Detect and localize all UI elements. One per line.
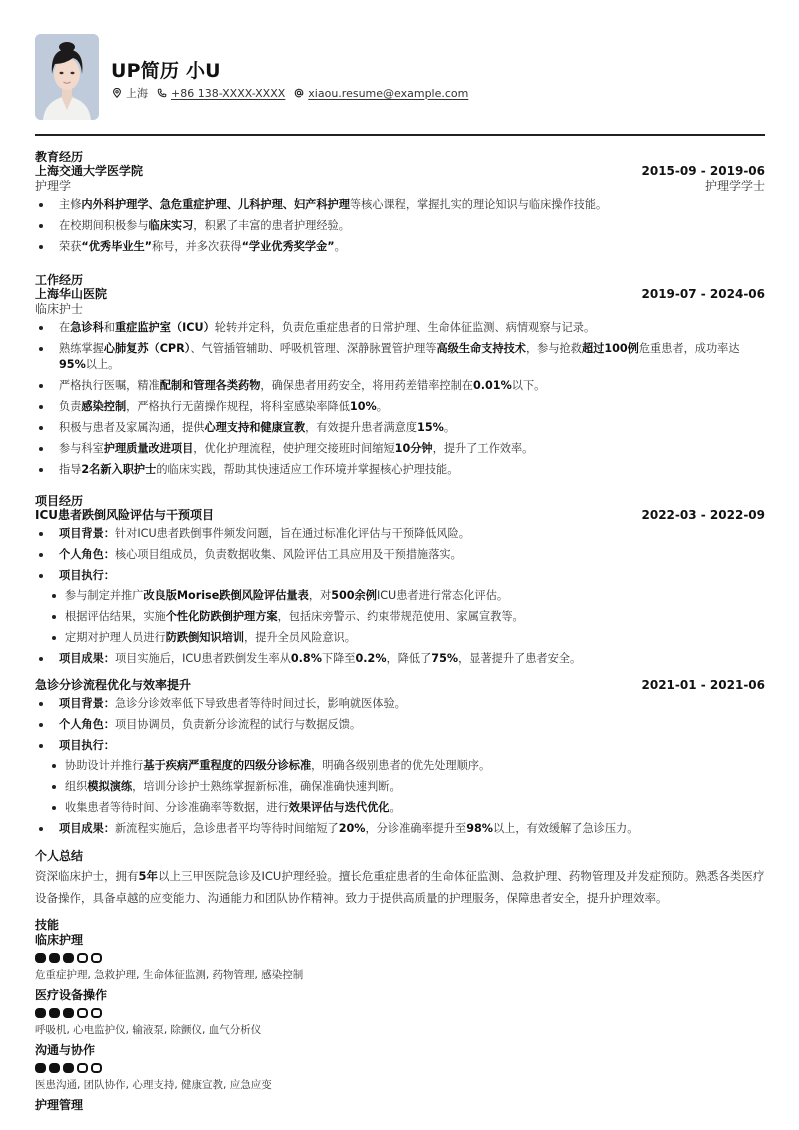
emphasis-text: 心理支持和健康宣教 <box>204 421 306 434</box>
profile-photo <box>35 34 99 120</box>
body-text: ，培训分诊护士熟练掌握新标准，确保准确快速判断。 <box>132 780 401 793</box>
emphasis-text: 2名新入职护士 <box>81 463 157 476</box>
rating-dot-empty-icon <box>91 1063 102 1073</box>
body-text: ，参与抢救 <box>525 342 582 355</box>
education-entry-head <box>35 164 765 179</box>
header-divider <box>35 134 765 136</box>
rating-dot-filled-icon <box>35 1063 46 1073</box>
body-text: ，显著提升了患者安全。 <box>458 652 582 665</box>
summary-text <box>35 865 765 909</box>
body-text: 协助设计并推行 <box>65 759 144 772</box>
body-text: 急诊分诊效率低下导致患者等待时间过长，影响就医体验。 <box>114 697 406 710</box>
body-text: 指导 <box>59 463 82 476</box>
emphasis-text: 10分钟 <box>394 442 433 455</box>
project-name: 急诊分诊流程优化与效率提升 <box>35 678 192 692</box>
work-entry-head <box>35 287 765 302</box>
emphasis-text: 5年 <box>138 869 159 883</box>
rating-dot-filled-icon <box>49 1063 60 1073</box>
list-item <box>35 609 765 625</box>
education-entry-sub <box>35 179 765 194</box>
project-result <box>35 651 765 667</box>
rating-dot-filled-icon <box>49 953 60 963</box>
body-text: 主修 <box>59 198 82 211</box>
skill-keywords: 呼吸机, 心电监护仪, 输液泵, 除颤仪, 血气分析仪 <box>35 1024 262 1036</box>
body-text: 根据评估结果，实施 <box>65 610 166 623</box>
body-text: 和 <box>103 321 115 334</box>
list-item <box>35 197 765 213</box>
emphasis-text: 个人角色： <box>59 548 115 561</box>
skill-rating <box>35 1063 765 1073</box>
body-text: 项目协调员，负责新分诊流程的试行与数据反馈。 <box>114 718 362 731</box>
body-text: ，确保患者用药安全，将用药差错率控制在 <box>260 379 473 392</box>
list-item <box>35 378 765 394</box>
emphasis-text: 项目背景： <box>59 527 115 540</box>
emphasis-text: 个人角色： <box>59 718 115 731</box>
candidate-name: UP简历 小U <box>111 60 221 82</box>
body-text: 以上，有效缓解了急诊压力。 <box>492 822 639 835</box>
contact-bar <box>111 85 476 101</box>
project-dates: 2022-03 - 2022-09 <box>641 508 765 522</box>
body-text: ICU患者进行常态化评估。 <box>376 589 509 602</box>
skill-group <box>35 933 765 982</box>
body-text: 的临床实践，帮助其快速适应工作环境并掌握核心护理技能。 <box>156 463 459 476</box>
emphasis-text: 配制和管理各类药物 <box>159 379 261 392</box>
body-text: 荣获 <box>59 240 82 253</box>
education-dates: 2015-09 - 2019-06 <box>641 164 765 178</box>
list-item <box>35 218 765 234</box>
skill-keywords: 医患沟通, 团队协作, 心理支持, 健康宣教, 应急应变 <box>35 1079 272 1091</box>
project-background <box>35 696 765 712</box>
execution-steps <box>35 588 765 646</box>
map-pin-icon <box>111 88 122 99</box>
body-text: 。 <box>376 400 388 413</box>
job-role: 临床护士 <box>35 302 84 316</box>
emphasis-text: “学业优秀奖学金” <box>241 240 335 253</box>
work-bullets <box>35 320 765 478</box>
rating-dot-filled-icon <box>63 1008 74 1018</box>
emphasis-text: 95% <box>59 358 86 371</box>
emphasis-text: 急诊科 <box>70 321 104 334</box>
list-item <box>35 420 765 436</box>
body-text: 。 <box>443 421 456 434</box>
body-text: ，有效提升患者满意度 <box>305 421 418 434</box>
emphasis-text: 10% <box>349 400 377 413</box>
emphasis-text: 0.2% <box>355 652 387 665</box>
list-item <box>35 758 765 774</box>
skill-group <box>35 988 765 1037</box>
resume-header <box>35 0 765 136</box>
skill-name: 临床护理 <box>35 933 84 947</box>
body-text: 下降至 <box>321 652 356 665</box>
project-execution <box>35 738 765 816</box>
at-icon <box>293 88 304 99</box>
project-role <box>35 547 765 563</box>
section-title: 技能 <box>35 918 60 932</box>
skill-group <box>35 1098 765 1113</box>
skill-name: 沟通与协作 <box>35 1043 96 1057</box>
school-name: 上海交通大学医学院 <box>35 164 144 178</box>
body-text: 以上。 <box>85 358 120 371</box>
body-text: 核心项目组成员，负责数据收集、风险评估工具应用及干预措施落实。 <box>114 548 462 561</box>
projects-section <box>35 494 765 672</box>
rating-dot-filled-icon <box>63 1063 74 1073</box>
emphasis-text: 98% <box>466 822 493 835</box>
rating-dot-empty-icon <box>91 1008 102 1018</box>
list-item <box>35 441 765 457</box>
execution-label: 项目执行： <box>59 739 115 752</box>
emphasis-text: 超过100例 <box>581 342 639 355</box>
body-text: 以下。 <box>511 379 546 392</box>
list-item <box>35 320 765 336</box>
execution-steps <box>35 758 765 816</box>
major: 护理学 <box>35 179 72 193</box>
section-title: 个人总结 <box>35 849 84 863</box>
project-execution <box>35 568 765 646</box>
work-section <box>35 273 765 483</box>
emphasis-text: 临床实习 <box>148 219 194 232</box>
skills-section <box>35 918 765 1113</box>
email-link[interactable]: xiaou.resume@example.com <box>308 86 469 100</box>
project-entry-head <box>35 678 765 693</box>
body-text: 收集患者等待时间、分诊准确率等数据，进行 <box>65 801 289 814</box>
body-text: ，严格执行无菌操作规程，将科室感染率降低 <box>126 400 350 413</box>
section-title: 工作经历 <box>35 273 84 287</box>
project-bullets <box>35 696 765 837</box>
body-text: ，分诊准确率提升至 <box>365 822 467 835</box>
company-name: 上海华山医院 <box>35 287 108 301</box>
body-text: 在校期间积极参与 <box>59 219 149 232</box>
emphasis-text: 0.01% <box>472 379 512 392</box>
emphasis-text: 高级生命支持技术 <box>436 342 526 355</box>
emphasis-text: 改良版Morise跌倒风险评估量表 <box>143 589 309 602</box>
section-title: 项目经历 <box>35 494 84 508</box>
body-text: ，包括床旁警示、约束带规范使用、家属宣教等。 <box>277 610 524 623</box>
emphasis-text: 感染控制 <box>81 400 127 413</box>
body-text: 参与制定并推广 <box>65 589 144 602</box>
list-item <box>35 800 765 816</box>
emphasis-text: 心肺复苏（CPR） <box>103 342 191 355</box>
body-text: ，积累了丰富的患者护理经验。 <box>193 219 350 232</box>
skill-name: 护理管理 <box>35 1098 84 1112</box>
phone-icon <box>156 88 167 99</box>
emphasis-text: 重症监护室（ICU） <box>114 321 215 334</box>
education-bullets <box>35 197 765 255</box>
body-text: 熟练掌握 <box>59 342 104 355</box>
rating-dot-filled-icon <box>35 1008 46 1018</box>
body-text: ，明确各级别患者的优先处理顺序。 <box>311 759 491 772</box>
emphasis-text: 防跌倒知识培训 <box>165 631 245 644</box>
rating-dot-empty-icon <box>77 953 88 963</box>
rating-dot-empty-icon <box>77 1008 88 1018</box>
emphasis-text: 75% <box>431 652 459 665</box>
emphasis-text: 项目背景： <box>59 697 115 710</box>
emphasis-text: 护理质量改进项目 <box>103 442 194 455</box>
project-bullets <box>35 526 765 667</box>
project-role <box>35 717 765 733</box>
rating-dot-empty-icon <box>77 1063 88 1073</box>
body-text: ，提升全员风险意识。 <box>244 631 356 644</box>
degree: 护理学学士 <box>704 179 765 193</box>
contact-email[interactable] <box>293 87 468 100</box>
body-text: 轮转并定科，负责危重症患者的日常护理、生命体征监测、病情观察与记录。 <box>214 321 596 334</box>
portrait-illustration <box>35 34 99 120</box>
body-text: 负责 <box>59 400 82 413</box>
project-dates: 2021-01 - 2021-06 <box>641 678 765 692</box>
body-text: 。 <box>389 801 401 814</box>
body-text: 危重患者，成功率达 <box>638 342 740 355</box>
body-text: 积极与患者及家属沟通，提供 <box>59 421 205 434</box>
body-text: 。 <box>334 240 346 253</box>
education-section <box>35 150 765 260</box>
emphasis-text: 500余例 <box>331 589 377 602</box>
body-text: 等核心课程，掌握扎实的理论知识与临床操作技能。 <box>349 198 608 211</box>
contact-location <box>111 85 148 101</box>
body-text: 称号，并多次获得 <box>152 240 242 253</box>
projects-section-continued <box>35 678 765 842</box>
location-text: 上海 <box>126 87 148 100</box>
list-item <box>35 462 765 478</box>
work-dates: 2019-07 - 2024-06 <box>641 287 765 301</box>
body-text: 定期对护理人员进行 <box>65 631 166 644</box>
body-text: 严格执行医嘱，精准 <box>59 379 160 392</box>
list-item <box>35 399 765 415</box>
execution-label: 项目执行： <box>59 569 115 582</box>
emphasis-text: “优秀毕业生” <box>81 240 153 253</box>
work-entry-sub <box>35 302 765 317</box>
list-item <box>35 341 765 373</box>
summary-section <box>35 849 765 909</box>
body-text: 组织 <box>65 780 88 793</box>
skill-group <box>35 1043 765 1092</box>
body-text: 针对ICU患者跌倒事件频发问题，旨在通过标准化评估与干预降低风险。 <box>114 527 470 540</box>
emphasis-text: 模拟演练 <box>87 780 133 793</box>
phone-link[interactable]: +86 138-XXXX-XXXX <box>171 86 286 100</box>
emphasis-text: 项目成果： <box>59 652 115 665</box>
body-text: 、气管插管辅助、呼吸机管理、深静脉置管护理等 <box>190 342 437 355</box>
body-text: ，提升了工作效率。 <box>432 442 534 455</box>
body-text: 资深临床护士，拥有 <box>35 869 139 883</box>
emphasis-text: 内外科护理学、急危重症护理、儿科护理、妇产科护理 <box>81 198 350 211</box>
project-result <box>35 821 765 837</box>
emphasis-text: 15% <box>417 421 444 434</box>
body-text: ，降低了 <box>386 652 432 665</box>
rating-dot-filled-icon <box>63 953 74 963</box>
body-text: 新流程实施后，急诊患者平均等待时间缩短了 <box>114 822 339 835</box>
emphasis-text: 基于疾病严重程度的四级分诊标准 <box>143 759 312 772</box>
body-text: 参与科室 <box>59 442 104 455</box>
body-text: ，优化护理流程，使护理交接班时间缩短 <box>193 442 395 455</box>
skill-keywords: 危重症护理, 急救护理, 生命体征监测, 药物管理, 感染控制 <box>35 969 304 981</box>
rating-dot-empty-icon <box>91 953 102 963</box>
rating-dot-filled-icon <box>35 953 46 963</box>
contact-phone[interactable] <box>156 87 285 100</box>
list-item <box>35 630 765 646</box>
emphasis-text: 20% <box>338 822 366 835</box>
project-background <box>35 526 765 542</box>
list-item <box>35 779 765 795</box>
list-item <box>35 588 765 604</box>
list-item <box>35 239 765 255</box>
emphasis-text: 项目成果： <box>59 822 115 835</box>
emphasis-text: 效果评估与迭代优化 <box>288 801 390 814</box>
rating-dot-filled-icon <box>49 1008 60 1018</box>
skill-rating <box>35 953 765 963</box>
emphasis-text: 0.8% <box>290 652 322 665</box>
body-text: ，对 <box>308 589 332 602</box>
emphasis-text: 个性化防跌倒护理方案 <box>165 610 278 623</box>
body-text: 以上三甲医院急诊及ICU护理经验。擅长危重症患者的生命体征监测、急救护理、药物管理及并发症预防。熟悉各类医疗设备操作，具备卓越的应变能力、沟通能力和团队协作精神。致力于提供高质量的护理服务，保障患者安全，提升护理效率。 <box>35 869 765 905</box>
section-title: 教育经历 <box>35 150 84 164</box>
skill-name: 医疗设备操作 <box>35 988 108 1002</box>
resume-page <box>35 0 765 1112</box>
body-text: 项目实施后，ICU患者跌倒发生率从 <box>114 652 291 665</box>
project-entry-head <box>35 508 765 523</box>
body-text: 在 <box>59 321 71 334</box>
skill-rating <box>35 1008 765 1018</box>
project-name: ICU患者跌倒风险评估与干预项目 <box>35 508 215 522</box>
